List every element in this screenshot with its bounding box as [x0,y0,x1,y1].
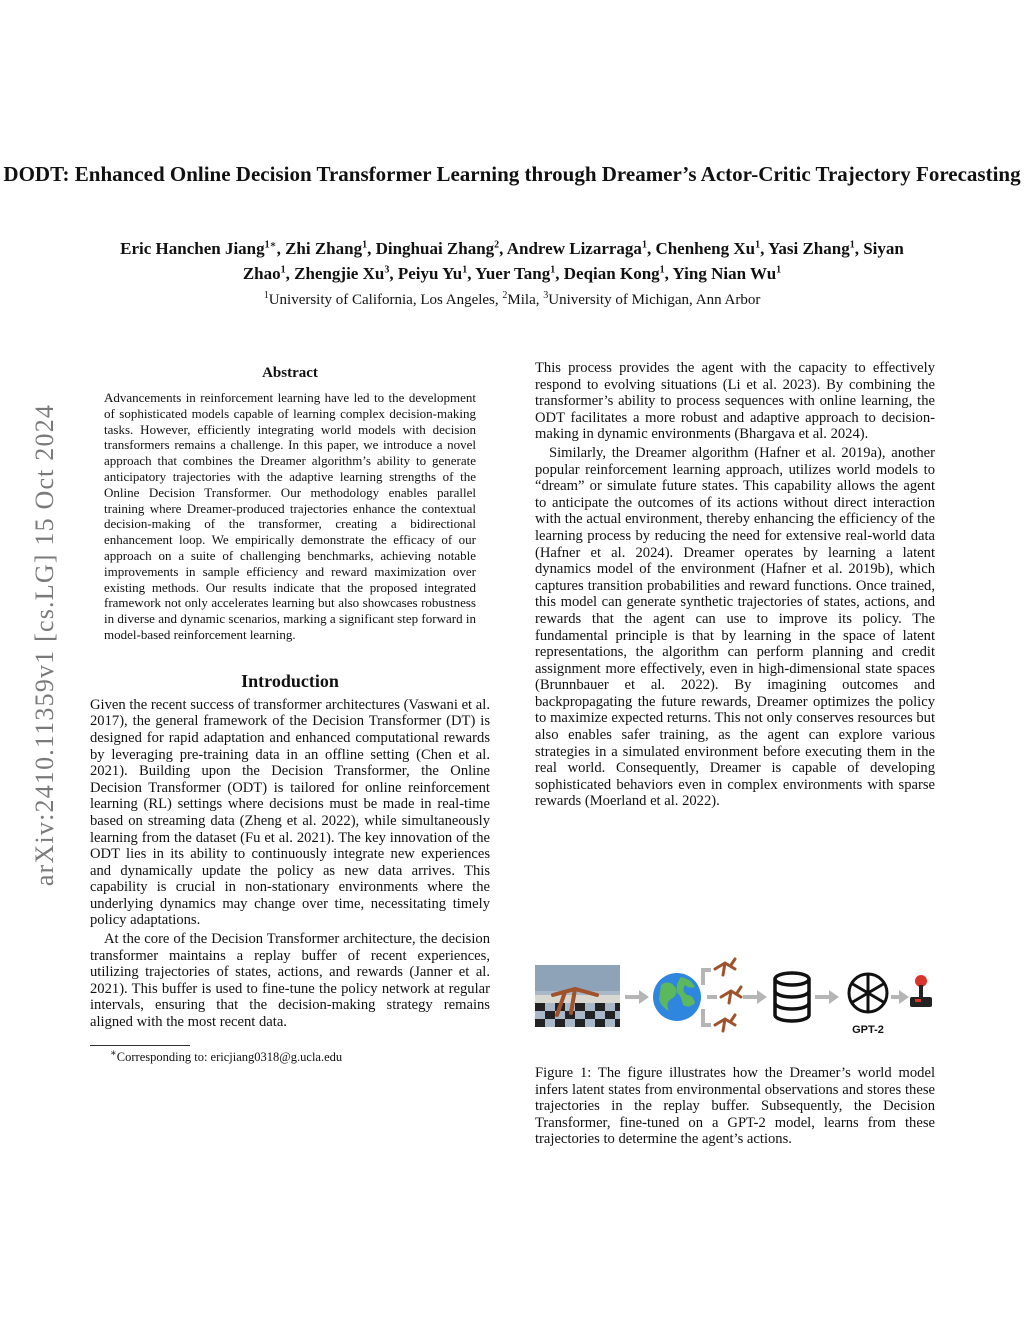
left-column [90,362,490,1065]
figure-1-diagram [535,955,935,1045]
introduction-heading: Introduction [241,670,339,691]
author-affil-mark: 1 [550,264,556,276]
author-name: Chenheng Xu [655,239,756,258]
author-name: Zhengjie Xu [294,264,385,283]
abstract-heading: Abstract [262,365,318,381]
affil-mark: 2 [502,290,508,301]
author-affil-mark: 1 [849,239,855,251]
arrow-icon [743,990,767,1004]
arrow-icon [815,990,839,1004]
author-affil-mark: 1 [755,239,761,251]
author-list: Eric Hanchen Jiang$^{1∗}$, Zhi Zhang$^1$, Dinghuai Zhang$^2$, Andrew Lizarraga$^1$, Chenheng Xu$^1$, Yasi Zhang$^1$, Siyan Zhao$^1$, Zhengjie Xu$^3$, Peiyu Yu$^1$, Yuer Tang$^1$, Deqian Kong$^1$, Ying Nian Wu$^1$ [120,239,904,283]
author-name: Andrew Lizarraga [506,239,642,258]
environment-render-image [535,965,620,1027]
author-affil-mark: 2 [494,239,500,251]
author-affil-mark: 1 [641,239,647,251]
affiliation: Mila [507,292,536,308]
gpt-model-icon [849,974,887,1012]
right-paragraph-1: This process provides the agent with the capacity to effectively respond to evolving situations (Li et al. 2023). By combining the transformer’s ability to process sequences with online learning, the ODT facilitates a more robust and adaptive approach to decision-making in dynamic environments (Bhargava et al. 2024). [535,360,935,443]
author-affil-mark: 1∗ [264,239,277,251]
author-affil-mark: 3 [384,264,390,276]
author-name: Yasi Zhang [767,239,850,258]
author-affil-mark: 1 [280,264,286,276]
author-affil-mark: 1 [659,264,665,276]
affiliations: $^1$University of California, Los Angeles, $^2$Mila, $^3$University of Michigan, Ann Arbor [263,290,761,308]
author-name: Siyan Zhao [242,239,904,283]
abstract-text: Advancements in reinforcement learning have led to the development of sophisticated models capable of learning complex decision-making tasks. However, efficiently integrating world models with decision transformers remains a challenge. In this paper, we introduce a novel approach that combines the Dreamer algorithm’s ability to generate anticipatory trajectories with the adaptive learning strengths of the Online Decision Transformer. Our methodology enables parallel training where Dreamer-produced trajectories enhance the contextual decision-making of the transformer, creating a bidirectional enhancement loop. We empirically demonstrate the efficacy of our approach on a suite of challenging benchmarks, achieving notable improvements in sample efficiency and reward maximization over existing methods. Our results indicate that the proposed integrated framework not only accelerates learning but also showcases robustness in diverse and dynamic scenarios, marking a significant step forward in model-based reinforcement learning. [104,390,476,642]
footnote-mark: ∗ [110,1047,117,1059]
figure-1-caption: Figure 1: The figure illustrates how the Dreamer’s world model infers latent states from environmental observations and stores these trajectories in the replay buffer. Subsequently, the Decision Transformer, fine-tuned on a GPT-2 model, learns from these trajectories to determine the agent’s actions. [535,1065,935,1148]
author-name: Peiyu Yu [397,264,463,283]
author-name: Dinghuai Zhang [375,239,495,258]
arrow-icon [625,990,649,1004]
arrow-icon [891,990,909,1004]
intro-paragraph-1: Given the recent success of transformer architectures (Vaswani et al. 2017), the general framework of the Decision Transformer (DT) is designed for rapid adaptation and enhanced computational rewards by leveraging pre-training data in an offline setting (Chen et al. 2021). Building upon the Decision Transformer, the Online Decision Transformer (ODT) is tailored for online reinforcement learning (RL) settings where decisions must be made in real-time based on streaming data (Zheng et al. 2022), while simultaneously learning from the dataset (Fu et al. 2021). The key innovation of the ODT lies in its ability to continuously integrate new experiences and dynamically update the policy as new data arrives. This capability is crucial in non-stationary environments where the underlying dynamics may change over time, necessitating timely policy adaptations. [90,696,490,929]
author-affil-mark: 1 [462,264,468,276]
affiliation: University of Michigan, Ann Arbor [548,292,761,308]
author-name: Eric Hanchen Jiang [120,239,265,258]
globe-icon [653,973,701,1021]
author-name: Ying Nian Wu [672,264,777,283]
author-affil-mark: 1 [776,264,782,276]
affil-mark: 1 [263,290,269,301]
author-name: Deqian Kong [563,264,660,283]
footnote-text: Corresponding to: ericjiang0318@g.ucla.edu [116,1049,343,1064]
affiliation: University of California, Los Angeles [268,292,495,308]
author-affil-mark: 1 [362,239,368,251]
paper-title: DODT: Enhanced Online Decision Transformer Learning through Dreamer’s Actor-Critic Trajectory Forecasting [3,162,1021,186]
arrow-icon [703,970,711,985]
arxiv-stamp: arXiv:2410.11359v1 [cs.LG] 15 Oct 2024 [30,403,59,887]
footnote [90,1049,490,1065]
footnote-rule [90,1045,190,1046]
arrow-icon [703,1009,711,1025]
gpt-2-label: GPT-2 [852,1024,884,1036]
trajectory-samples-icon [715,959,741,1031]
joystick-icon [910,975,932,1007]
affil-mark: 3 [543,290,549,301]
intro-paragraph-2: At the core of the Decision Transformer architecture, the decision transformer maintains a replay buffer of recent experiences, utilizing trajectories of states, actions, and rewards (Janner et al. 2021). This buffer is used to fine-tune the policy network at regular intervals, ensuring that the decision-making strategy remains aligned with the most recent data. [90,931,490,1031]
right-paragraph-2: Similarly, the Dreamer algorithm (Hafner et al. 2019a), another popular reinforcement learning approach, utilizes world models to “dream” or simulate future states. This capability allows the agent to anticipate the outcomes of its actions without direct interaction with the actual environment, thereby enhancing the efficiency of the learning process by reducing the need for extensive real-world data (Hafner et al. 2024). Dreamer operates by learning a latent dynamics model of the environment (Hafner et al. 2019b), which captures transition probabilities and reward functions. Once trained, this model can generate synthetic trajectories of states, actions, and rewards that the agent can use to improve its policy. The fundamental principle is that by learning in the space of latent representations, the algorithm can perform planning and credit assignment more effectively, even in high-dimensional state spaces (Brunnbauer et al. 2022). By imagining outcomes and backpropagating the future rewards, Dreamer optimizes the policy to maximize expected returns. This not only conserves resources but also enables safer training, as the agent can explore various strategies in a simulated environment before executing them in the real world. Consequently, Dreamer is capable of developing sophisticated behaviors even in complex environments with sparse rewards (Moerland et al. 2022). [535,444,935,810]
author-name: Zhi Zhang [285,239,363,258]
right-column [535,360,935,810]
author-name: Yuer Tang [475,264,551,283]
database-icon [775,973,809,1021]
